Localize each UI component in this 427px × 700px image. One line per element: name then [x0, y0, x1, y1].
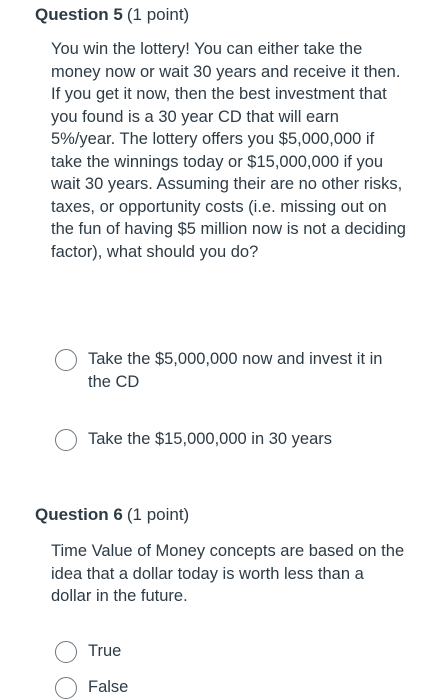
answer-label: Take the $5,000,000 now and invest it in the CD [88, 350, 383, 391]
radio-button[interactable] [55, 349, 77, 371]
question-6-points: (1 point) [126, 505, 190, 524]
answer-option-false[interactable] [55, 676, 400, 700]
question-5-text: You win the lottery! You can either take the money now or wait 30 years and receive it then. If you get it now, then the best investment that you found is a 30 year CD that will earn 5%/year. The lottery offers you $5,000,000 if take the winnings today or $15,000,000 if you wait 30 years. Assuming their are no other risks, taxes, or opportunity costs (i.e. missing out on the fun of having $5 million now is not a deciding factor), what should you do? [51, 40, 406, 261]
question-6-label: Question 6 [35, 505, 123, 524]
question-5-label: Question 5 [35, 5, 123, 24]
question-5-points: (1 point) [126, 5, 190, 24]
radio-button[interactable] [55, 429, 77, 451]
answer-label: False [88, 678, 129, 696]
question-6-text: Time Value of Money concepts are based on the idea that a dollar today is worth less than a dollar in the future. [51, 542, 405, 605]
answer-option-true[interactable] [55, 640, 400, 664]
answer-label: True [88, 642, 122, 660]
answer-option-take-later[interactable] [55, 428, 400, 452]
answer-label: Take the $15,000,000 in 30 years [88, 430, 333, 448]
radio-button[interactable] [55, 677, 77, 699]
question-5-header [35, 4, 189, 26]
radio-button[interactable] [55, 641, 77, 663]
answer-option-take-now[interactable] [55, 348, 400, 394]
question-6-header [35, 504, 189, 526]
